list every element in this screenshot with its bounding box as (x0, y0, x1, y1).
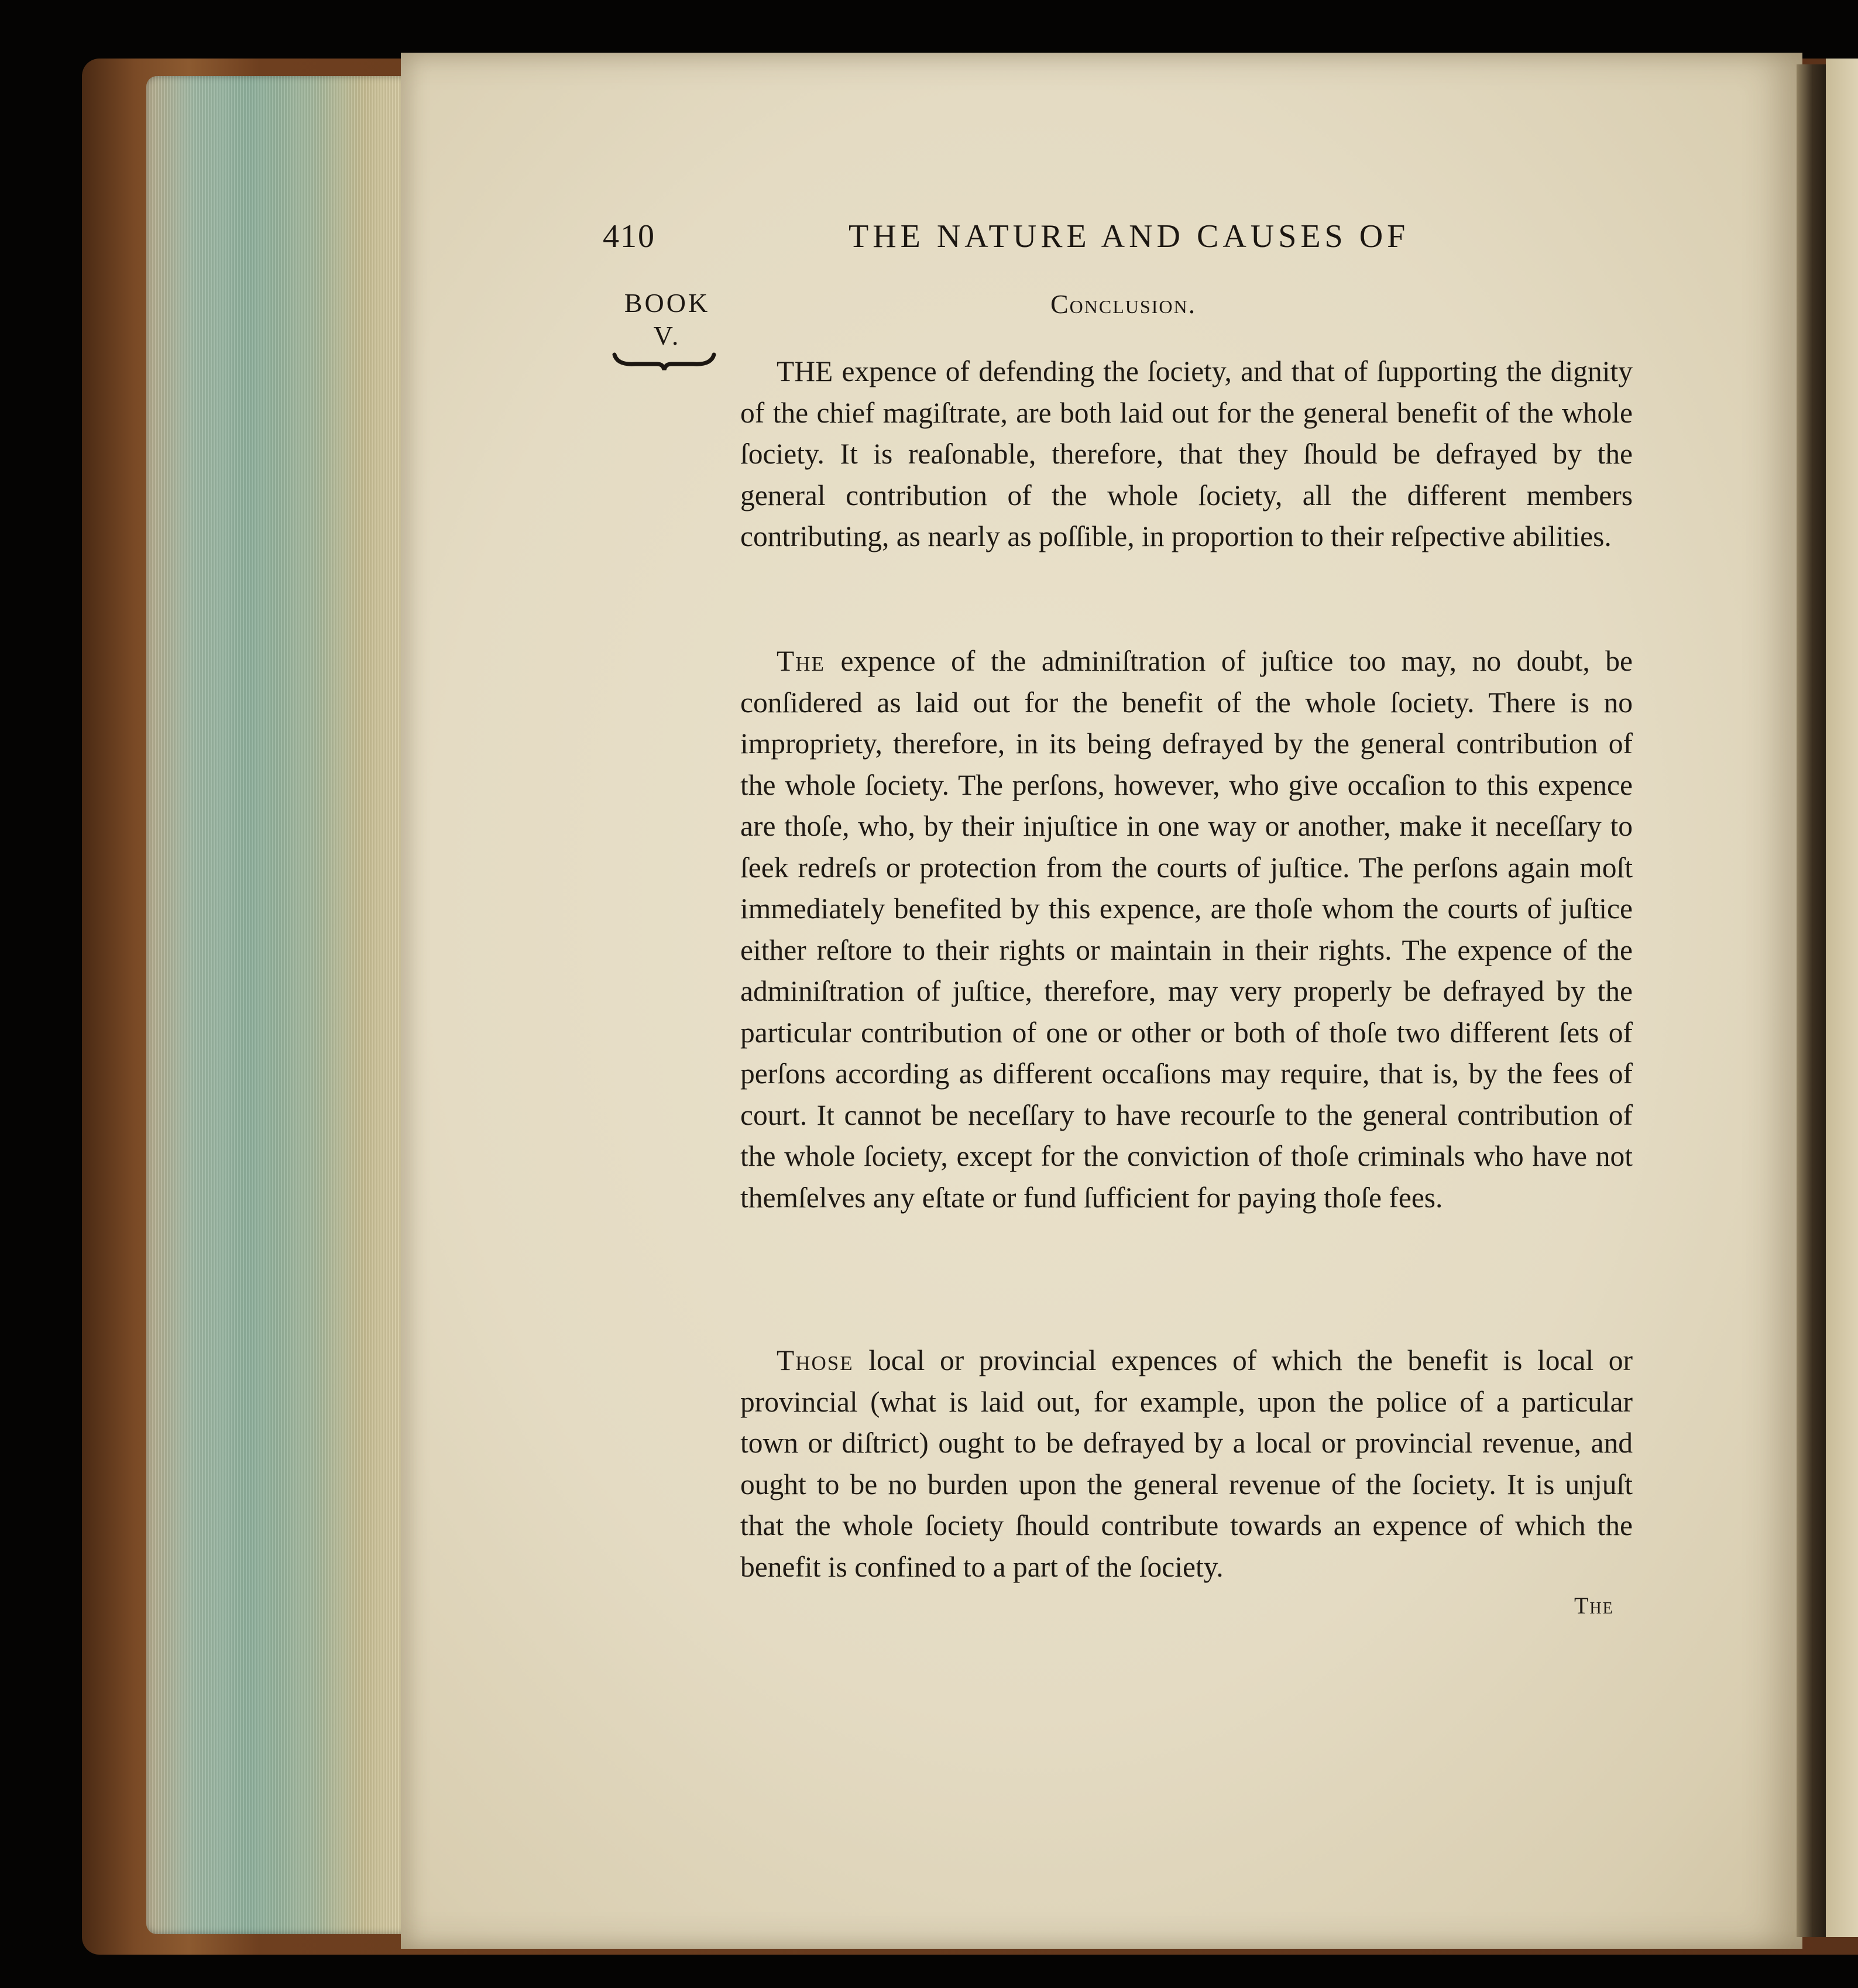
paragraph-2-lead: The (777, 645, 825, 677)
paragraph-3 (740, 1340, 1633, 1588)
paragraph-1 (740, 351, 1633, 558)
brace-ornament (612, 350, 717, 373)
margin-book-label (609, 287, 726, 352)
paragraph-3-text: local or provincial expences of which the benefit is local or provincial (what is laid out, for example, upon the police of a particular town or diſtrict) ought to be defrayed by a local or provincial revenue, and ought to be no burden upon the general revenue of the ſociety. It is unjuſt that the whole ſociety ſhould contribute towards an expence of which the benefit is confined to a part of the ſociety. (740, 1344, 1633, 1583)
paragraph-1-lead: THE (777, 355, 833, 387)
page-number: 410 (603, 218, 655, 255)
section-title: Conclusion. (1050, 289, 1197, 319)
page-edge (146, 76, 413, 1934)
paragraph-3-lead: Those (777, 1344, 854, 1376)
paragraph-2-text: expence of the adminiſtration of juſtice too may, no doubt, be conſidered as laid out for the benefit of the whole ſociety. There is no impropriety, therefore, in its being defrayed by the general contribution of the whole ſociety. The perſons, however, who give occaſion to this expence are thoſe, who, by their injuſtice in one way or another, make it neceſſary to ſeek redreſs or protection from the courts of juſtice. The perſons again moſt immediately benefited by this expence, are thoſe whom the courts of juſtice either reſtore to their rights or maintain in their rights. The expence of the adminiſtration of juſtice, therefore, may very properly be defrayed by the particular contribution of one or other or both of thoſe two different ſets of perſons according as different occaſions may require, that is, by the fees of court. It cannot be neceſſary to have recourſe to the general contribution of the whole ſociety, except for the conviction of thoſe criminals who have not themſelves any eſtate or fund ſufficient for paying thoſe fees. (740, 645, 1633, 1214)
paragraph-1-text: expence of defending the ſociety, and that of ſupporting the dignity of the chief magiſtrate, are both laid out for the general benefit of the whole ſociety. It is reaſonable, therefore, that they ſhould be defrayed by the general contribution of the whole ſociety, all the different members contributing, as nearly as poſſible, in proportion to their reſpective abilities. (740, 355, 1633, 552)
margin-book-label-line2: V. (653, 321, 681, 351)
catchword: The (1574, 1592, 1614, 1619)
margin-book-label-line1: BOOK (624, 288, 710, 318)
running-head: THE NATURE AND CAUSES OF (849, 218, 1410, 255)
facing-page-edge (1826, 59, 1858, 1937)
paragraph-2 (740, 641, 1633, 1218)
